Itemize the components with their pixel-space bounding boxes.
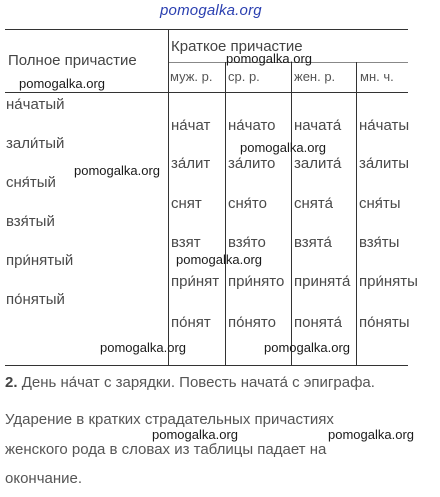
note-line-1: Ударение в кратких страдательных причастиях: [5, 411, 334, 428]
short-form-r3-fem: снята́: [294, 195, 333, 212]
short-form-r4-neut: взя́то: [228, 234, 266, 251]
short-form-r3-neut: сня́то: [228, 195, 267, 212]
short-form-r1-masc: на́чат: [171, 117, 211, 134]
short-form-r6-plural: по́няты: [359, 314, 410, 331]
short-form-r5-neut: при́нято: [228, 273, 285, 290]
full-form-4: взя́тый: [6, 213, 55, 230]
short-form-r2-masc: за́лит: [171, 155, 211, 172]
subheader-plural: мн. ч.: [360, 69, 394, 84]
short-form-r4-fem: взята́: [294, 234, 332, 251]
task-line: [5, 372, 375, 393]
task-text: День на́чат с зарядки. Повесть начата́ с эпиграфа.: [21, 374, 375, 391]
subheader-masc: муж. р.: [170, 69, 213, 84]
site-watermark: pomogalka.org: [264, 340, 350, 355]
short-form-r4-masc: взят: [171, 234, 201, 251]
full-form-5: при́нятый: [6, 252, 74, 269]
site-watermark: pomogalka.org: [328, 427, 414, 442]
site-watermark: pomogalka.org: [100, 340, 186, 355]
short-form-r3-masc: снят: [171, 195, 202, 212]
full-form-2: зали́тый: [6, 135, 65, 152]
site-watermark: pomogalka.org: [240, 140, 326, 155]
task-number: 2.: [5, 374, 18, 391]
short-form-r2-neut: за́лито: [228, 155, 276, 172]
header-short-participle: Краткое причастие: [171, 38, 303, 55]
full-form-3: сня́тый: [6, 174, 56, 191]
col-divider-1: [168, 29, 169, 365]
site-watermark: pomogalka.org: [19, 76, 105, 91]
short-form-r1-plural: на́чаты: [359, 117, 410, 134]
full-form-6: по́нятый: [6, 291, 65, 308]
header-full-participle: Полное причастие: [8, 52, 137, 69]
note-line-2: женского рода в словах из таблицы падает на: [5, 441, 327, 458]
subheader-neut: ср. р.: [228, 69, 260, 84]
short-form-r5-plural: при́няты: [359, 273, 418, 290]
short-form-r1-neut: на́чато: [228, 117, 276, 134]
table-header-divider: [5, 92, 408, 93]
table-bottom-border: [5, 365, 408, 366]
col-divider-2: [225, 62, 226, 365]
short-form-r6-masc: по́нят: [171, 314, 211, 331]
site-watermark: pomogalka.org: [74, 163, 160, 178]
note-line-3: окончание.: [5, 470, 83, 487]
subheader-fem: жен. р.: [294, 69, 336, 84]
full-form-1: на́чатый: [6, 96, 65, 113]
short-form-r2-plural: за́литы: [359, 155, 410, 172]
short-form-r4-plural: взя́ты: [359, 234, 400, 251]
site-watermark-top: pomogalka.org: [160, 2, 262, 19]
site-watermark: pomogalka.org: [176, 252, 262, 267]
short-form-r3-plural: сня́ты: [359, 195, 401, 212]
short-form-r5-masc: при́нят: [171, 273, 220, 290]
short-form-r1-fem: начата́: [294, 117, 342, 134]
site-watermark: pomogalka.org: [152, 427, 238, 442]
col-divider-4: [356, 62, 357, 365]
short-form-r6-fem: понята́: [294, 314, 342, 331]
table-top-border: [5, 29, 408, 30]
col-divider-3: [291, 62, 292, 365]
short-form-r6-neut: по́нято: [228, 314, 276, 331]
short-form-r5-fem: принята́: [294, 273, 351, 290]
site-watermark: pomogalka.org: [226, 51, 312, 66]
short-form-r2-fem: залита́: [294, 155, 342, 172]
